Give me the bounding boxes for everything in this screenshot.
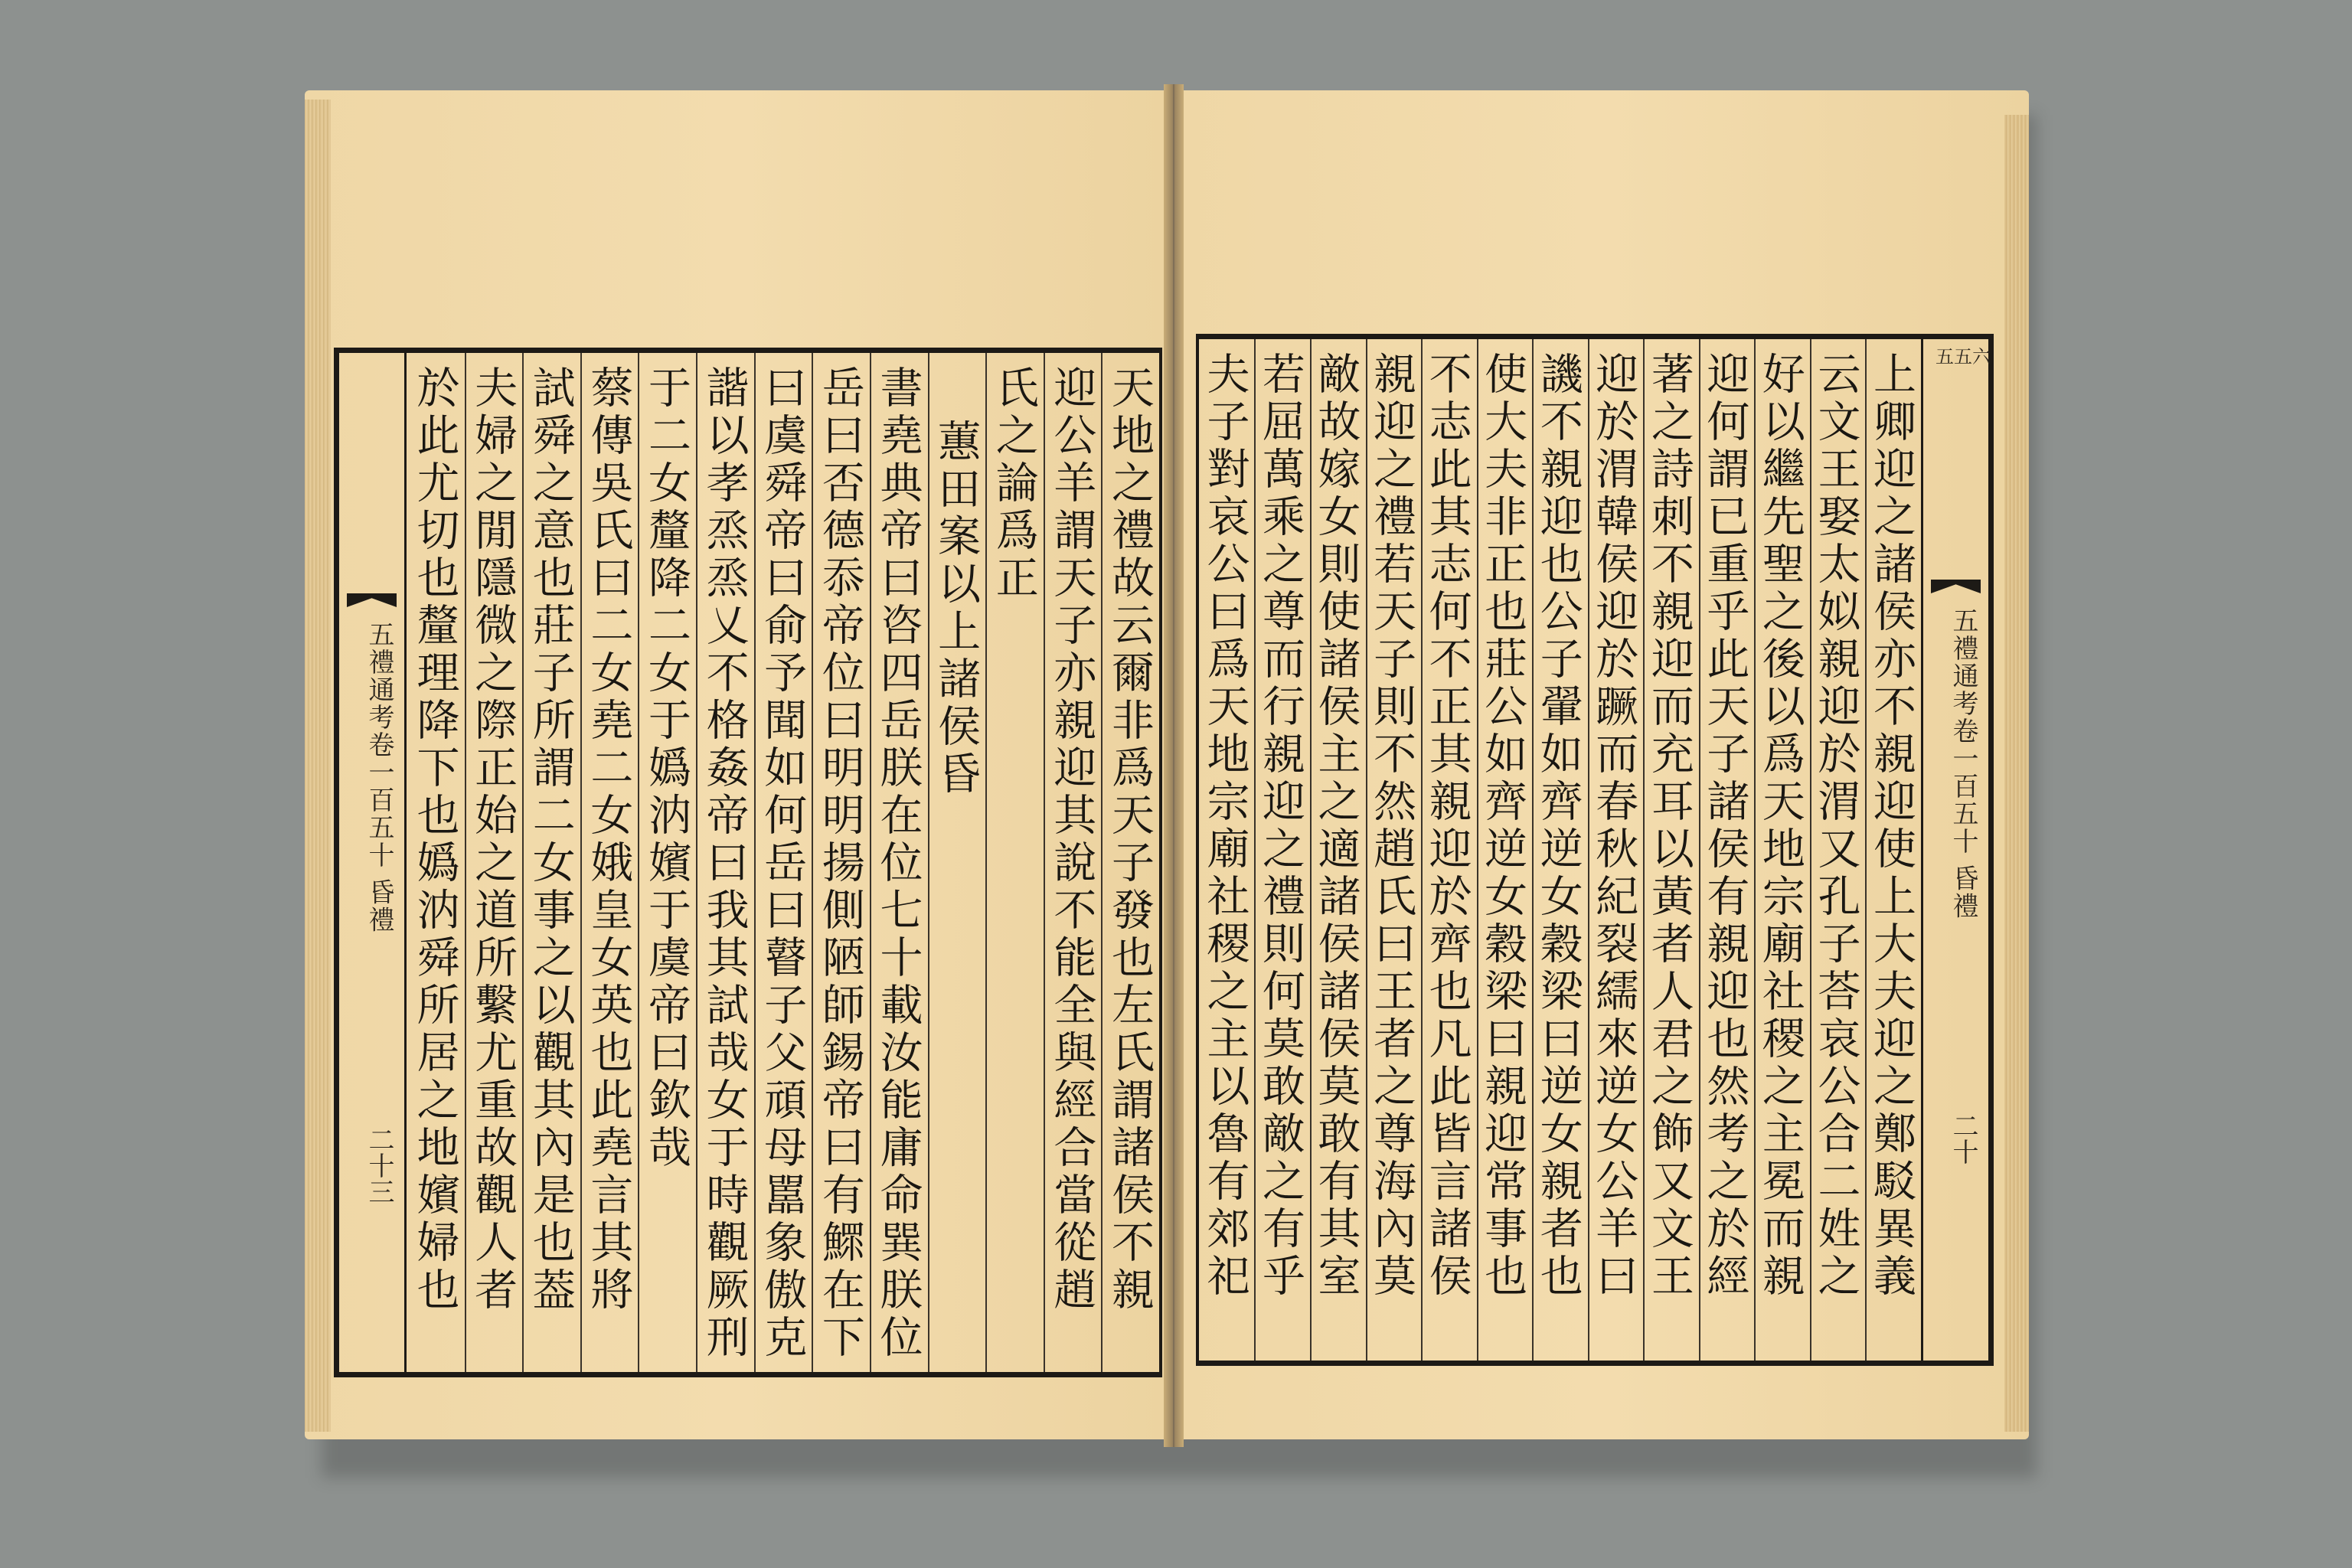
text-column: 敵故嫁女則使諸侯主之適諸侯諸侯莫敢有其室 [1310, 339, 1366, 1361]
text-column: 天地之禮故云爾非爲天子發也左氏謂諸侯不親 [1101, 353, 1159, 1372]
left-page-number: 二十三 [364, 1126, 394, 1204]
text-column: 譏不親迎也公子翬如齊逆女穀梁曰逆女親者也 [1532, 339, 1588, 1361]
fish-tail-mark [1931, 580, 1981, 593]
right-page-number: 二十 [1948, 1112, 1978, 1165]
text-column: 夫子對哀公曰爲天地宗廟社稷之主以魯有郊祀 [1200, 351, 1250, 1301]
text-column: 迎公羊謂天子亦親迎其說不能全與經合當從趙 [1044, 353, 1102, 1372]
banxin-title: 五禮通考卷一百五十 昏禮 [364, 621, 394, 934]
text-column: 云文王娶太姒親迎於渭又孔子荅哀公合二姓之 [1810, 339, 1866, 1361]
left-text-columns [407, 353, 1159, 1372]
text-column: 曰虞舜帝曰俞予聞如何岳曰瞽子父頑母嚚象傲克 [754, 353, 812, 1372]
banxin-title: 五禮通考卷一百五十 昏禮 [1948, 607, 1978, 920]
right-text-columns [1199, 339, 1921, 1361]
left-text-frame [334, 348, 1162, 1377]
text-column: 上卿迎之諸侯亦不親迎使上大夫迎之鄭駁異義 [1865, 339, 1921, 1361]
text-column: 於此尤切也釐理降下也嬀汭舜所居之地嬪婦也 [410, 365, 460, 1315]
text-column: 夫婦之閒隱微之際正始之道所繫尤重故觀人者 [465, 353, 523, 1372]
text-column: 諧以孝烝烝乂不格姦帝曰我其試哉女于時觀厥刑 [696, 353, 754, 1372]
text-column: 親迎之禮若天子則不然趙氏曰王者之尊海內莫 [1366, 339, 1422, 1361]
text-column: 岳曰否德忝帝位曰明明揚側陋師錫帝曰有鰥在下 [812, 353, 870, 1372]
right-page-edges [2004, 115, 2029, 1432]
text-column: 于二女釐降二女于嬀汭嬪于虞帝曰欽哉 [638, 353, 696, 1372]
text-column: 不志此其志何不正其親迎於齊也凡此皆言諸侯 [1421, 339, 1477, 1361]
commentary-column: 蕙田案以上諸侯昏 [928, 353, 986, 1372]
right-corner-mark: 五五六 [1936, 346, 1991, 368]
text-column: 書堯典帝曰咨四岳朕在位七十載汝能庸命巽朕位 [870, 353, 928, 1372]
commentary-column: 蔡傳吳氏曰二女堯二女娥皇女英也此堯言其將 [580, 353, 639, 1372]
fish-tail-mark [347, 593, 397, 607]
text-column: 著之詩刺不親迎而充耳以黃者人君之飾又文王 [1643, 339, 1699, 1361]
left-banxin [339, 353, 407, 1372]
right-text-frame [1196, 334, 1994, 1366]
text-column: 氏之論爲正 [985, 353, 1044, 1372]
text-column: 若屈萬乘之尊而行親迎之禮則何莫敢敵之有乎 [1254, 339, 1310, 1361]
book-gutter [1164, 84, 1184, 1447]
text-column: 迎何謂已重乎此天子諸侯有親迎也然考之於經 [1699, 339, 1755, 1361]
text-column: 試舜之意也莊子所謂二女事之以觀其內是也葢 [522, 353, 580, 1372]
text-column: 迎於渭韓侯迎於蹶而春秋紀裂繻來逆女公羊曰 [1588, 339, 1644, 1361]
right-banxin [1921, 339, 1988, 1361]
text-column: 好以繼先聖之後以爲天地宗廟社稷之主冕而親 [1754, 339, 1810, 1361]
left-page-edges [305, 100, 331, 1432]
text-column: 使大夫非正也莊公如齊逆女穀梁曰親迎常事也 [1477, 339, 1533, 1361]
